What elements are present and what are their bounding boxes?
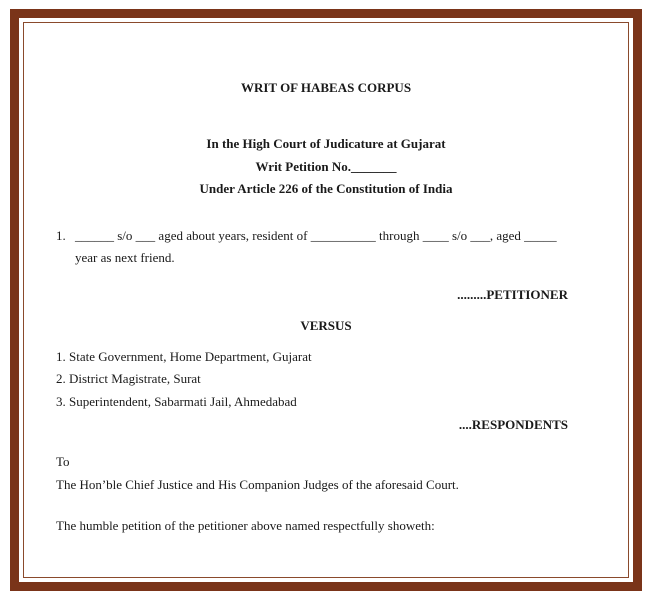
article-reference: Under Article 226 of the Constitution of India [199,181,453,196]
petitioner-details-line1: ______ s/o ___ aged about years, resident of __________ through ____ s/o ___, aged _____ [75,228,557,243]
humble-petition: The humble petition of the petitioner above named respectfully showeth: [56,518,435,533]
paragraph-number: 1. [56,228,66,243]
respondent-item: 1. State Government, Home Department, Gujarat [56,349,312,364]
document-page [23,22,629,578]
to-label: To [56,454,70,469]
respondent-item: 2. District Magistrate, Surat [56,371,201,386]
document-frame [10,9,642,591]
frame-matte [19,18,633,582]
respondent-item: 3. Superintendent, Sabarmati Jail, Ahmedabad [56,394,297,409]
respondents-label: ....RESPONDENTS [458,417,568,432]
petitioner-details-line2: year as next friend. [75,250,175,265]
petitioner-label: .........PETITIONER [457,287,568,302]
document-title: WRIT OF HABEAS CORPUS [240,80,412,95]
court-name: In the High Court of Judicature at Gujarat [206,136,446,151]
petition-number: Writ Petition No._______ [255,159,397,174]
addressee: The Hon’ble Chief Justice and His Companion Judges of the aforesaid Court. [56,477,459,492]
versus-label: VERSUS [300,318,352,333]
